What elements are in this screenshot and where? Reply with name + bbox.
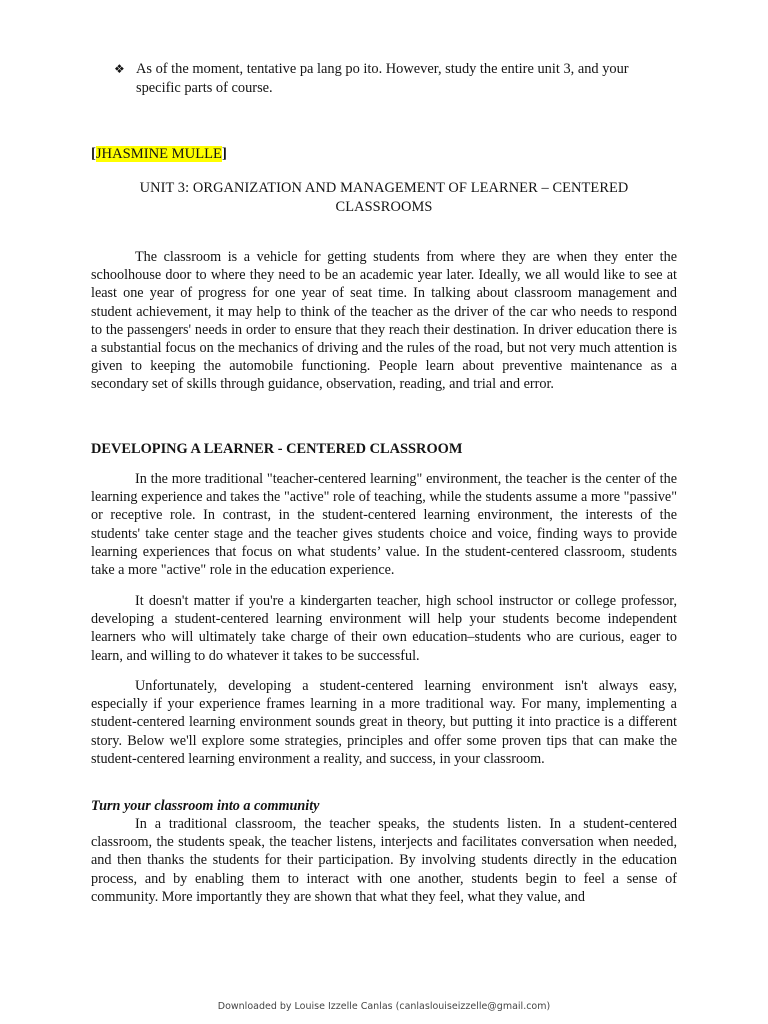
author-open-bracket: [ [91, 146, 96, 162]
section-paragraph-1: In the more traditional "teacher-centered learning" environment, the teacher is the center of the learning experience and takes the "active" role of teaching, while the students assume a more "passive" or receptive role. In contrast, in the student-centered learning environment, the interests of the students' take center stage and the teacher gives students choice and voice, finding ways to provide learning experiences that focus on what students’ value. In the student-centered classroom, students take a more "active" role in the education experience. [91, 471, 677, 579]
intro-paragraph: The classroom is a vehicle for getting students from where they are when they enter the schoolhouse door to where they need to be an academic year later. Ideally, we all would like to see at least one year of progress for one year of seat time. In talking about classroom management and student achievement, it may help to think of the teacher as the driver of the car who needs to respond to the passengers' needs in order to ensure that they reach their destination. In driver education there is a substantial focus on the mechanics of driving and the rules of the road, but not very much attention is given to keeping the automobile functioning. People learn about preventive maintenance as a secondary set of skills through guidance, observation, reading, and trial and error. [91, 249, 677, 393]
four-diamond-bullet-icon: ❖ [114, 62, 125, 76]
section-paragraph-3: Unfortunately, developing a student-centered learning environment isn't always easy, especially if your experience frames learning in a more traditional way. For many, implementing a student-centered learning environment sounds great in theory, but putting it into practice is a different story. Below we'll explore some strategies, principles and offer some proven tips that can make the student-centered learning environment a reality, and success, in your classroom. [91, 678, 677, 767]
bullet-text: As of the moment, tentative pa lang po ito. However, study the entire unit 3, and your specific parts of course. [136, 61, 629, 96]
community-heading: Turn your classroom into a community [91, 798, 320, 814]
section-paragraph-2: It doesn't matter if you're a kindergarten teacher, high school instructor or college professor, developing a student-centered learning environment will help your students become independent learners who will ultimately take charge of their own education–students who are curious, eager to learn, and willing to do whatever it takes to be successful. [91, 593, 677, 664]
unit-title: UNIT 3: ORGANIZATION AND MANAGEMENT OF LEARNER – CENTERED CLASSROOMS [139, 180, 629, 215]
author-label [91, 145, 227, 164]
author-close-bracket: ] [221, 146, 227, 162]
download-footer: Downloaded by Louise Izzelle Canlas (canlaslouiseizzelle@gmail.com) [217, 1001, 551, 1012]
author-name: JHASMINE MULLE [95, 146, 222, 162]
bullet-item [114, 60, 674, 98]
section-heading: DEVELOPING A LEARNER - CENTERED CLASSROOM [91, 441, 463, 457]
community-paragraph: In a traditional classroom, the teacher speaks, the students listen. In a student-centered classroom, the students speak, the teacher listens, interjects and facilitates conversation when needed, and then thanks the students for their participation. By involving students directly in the education process, and by enabling them to interact with one another, students begin to feel a sense of community. More importantly they are shown that what they feel, what they value, and [91, 816, 677, 905]
